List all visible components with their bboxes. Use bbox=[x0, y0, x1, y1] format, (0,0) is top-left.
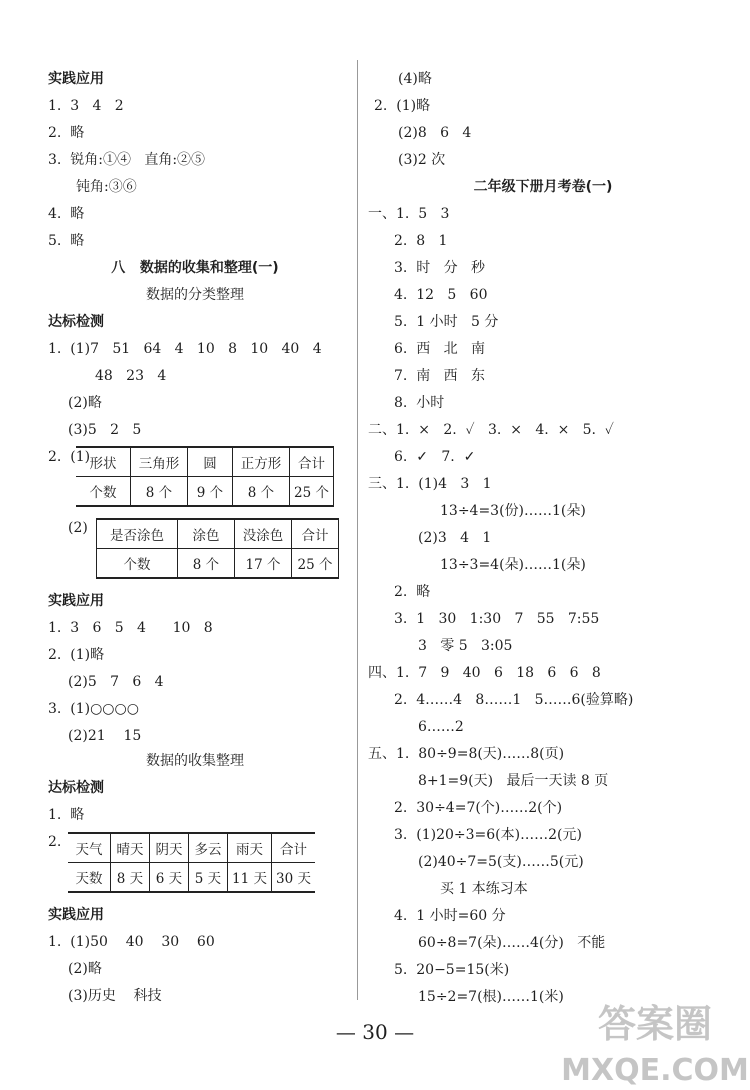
answer-line: 3. (1)○○○○ bbox=[48, 701, 139, 717]
answer-line: 3. 锐角:①④ 直角:②⑤ bbox=[48, 152, 206, 168]
column-divider bbox=[357, 60, 358, 1000]
answer-line: 5. 20−5=15(米) bbox=[394, 962, 510, 978]
answer-line: (3)5 2 5 bbox=[68, 422, 142, 438]
answer-line: (2)3 4 1 bbox=[418, 530, 492, 546]
table-cell: 25 个 bbox=[292, 549, 339, 579]
table-cell: 形状 bbox=[76, 447, 131, 477]
subsection-title: 数据的收集整理 bbox=[146, 753, 244, 769]
table-cell: 天数 bbox=[68, 863, 111, 893]
answer-line: 3 零 5 3:05 bbox=[418, 638, 513, 654]
answer-line: 1. (1)50 40 30 60 bbox=[48, 934, 215, 950]
answer-line: 2. 略 bbox=[394, 584, 431, 600]
answer-line: (2)略 bbox=[68, 961, 102, 977]
answer-line: 6……2 bbox=[418, 719, 464, 735]
answer-line: 二、1. × 2. ✓ 3. × 4. × 5. ✓ bbox=[368, 422, 614, 438]
table-cell: 5 天 bbox=[189, 863, 228, 893]
answer-line: 四、1. 7 9 40 6 18 6 6 8 bbox=[368, 665, 601, 681]
answer-line: 钝角:③⑥ bbox=[76, 179, 137, 195]
answer-line: 3. 时 分 秒 bbox=[394, 260, 485, 276]
weather-table bbox=[68, 832, 315, 893]
section-heading: 实践应用 bbox=[48, 593, 104, 609]
answer-line: 三、1. (1)4 3 1 bbox=[368, 476, 492, 492]
table-cell: 雨天 bbox=[228, 833, 272, 863]
section-heading: 达标检测 bbox=[48, 314, 104, 330]
table-cell: 三角形 bbox=[131, 447, 188, 477]
shape-count-table bbox=[76, 446, 334, 507]
watermark-logo bbox=[560, 995, 750, 1090]
watermark-top-text: 答案圈 bbox=[597, 1002, 713, 1046]
table-cell: 阴天 bbox=[150, 833, 189, 863]
answer-line: 5. 1 小时 5 分 bbox=[394, 314, 499, 330]
answer-line: 五、1. 80÷9=8(天)……8(页) bbox=[368, 746, 565, 762]
answer-line: 15÷2=7(根)……1(米) bbox=[418, 989, 564, 1005]
answer-line: 7. 南 西 东 bbox=[394, 368, 485, 384]
answer-line: (2)8 6 4 bbox=[398, 125, 472, 141]
answer-line: (4)略 bbox=[398, 71, 432, 87]
table-cell: 8 个 bbox=[233, 477, 290, 507]
answer-line: 3. 1 30 1:30 7 55 7:55 bbox=[394, 611, 600, 627]
answer-line: 13÷3=4(朵)……1(朵) bbox=[440, 557, 586, 573]
table-cell: 合计 bbox=[292, 519, 339, 549]
answer-line: 3. (1)20÷3=6(本)……2(元) bbox=[394, 827, 582, 843]
table-cell: 合计 bbox=[271, 833, 314, 863]
subsection-title: 数据的分类整理 bbox=[146, 287, 244, 303]
answer-line: 13÷4=3(份)……1(朵) bbox=[440, 503, 586, 519]
color-count-table bbox=[96, 518, 339, 579]
section-heading: 达标检测 bbox=[48, 780, 104, 796]
answer-line: 2. 30÷4=7(个)……2(个) bbox=[394, 800, 563, 816]
answer-line: (3)历史 科技 bbox=[68, 988, 162, 1004]
answer-line: (2) bbox=[68, 520, 88, 536]
table-cell: 多云 bbox=[189, 833, 228, 863]
table-cell: 25 个 bbox=[290, 477, 334, 507]
answer-line: 8. 小时 bbox=[394, 395, 445, 411]
answer-line: (2)略 bbox=[68, 395, 102, 411]
answer-line: 2. bbox=[48, 834, 62, 850]
answer-line: 4. 1 小时=60 分 bbox=[394, 908, 506, 924]
watermark-bottom-text: MXQE.COM bbox=[561, 1053, 749, 1088]
answer-line: 1. (1)7 51 64 4 10 8 10 40 4 bbox=[48, 341, 322, 357]
answer-line: 2. (1) bbox=[48, 449, 91, 465]
answer-line: 48 23 4 bbox=[95, 368, 167, 384]
answer-line: 2. 8 1 bbox=[394, 233, 448, 249]
chapter-title: 八 数据的收集和整理(一) bbox=[111, 260, 279, 276]
table-cell: 天气 bbox=[68, 833, 111, 863]
answer-line: 4. 12 5 60 bbox=[394, 287, 488, 303]
answer-line: (3)2 次 bbox=[398, 152, 446, 168]
answer-line: (2)40÷7=5(支)……5(元) bbox=[418, 854, 584, 870]
table-cell: 8 个 bbox=[178, 549, 235, 579]
answer-line: 买 1 本练习本 bbox=[440, 881, 528, 897]
table-cell: 个数 bbox=[76, 477, 131, 507]
table-cell: 没涂色 bbox=[235, 519, 292, 549]
table-cell: 圆 bbox=[188, 447, 233, 477]
answer-line: 2. 4……4 8……1 5……6(验算略) bbox=[394, 692, 634, 708]
answer-line: 8+1=9(天) 最后一天读 8 页 bbox=[418, 773, 609, 789]
answer-line: (2)21 15 bbox=[68, 728, 142, 744]
table-cell: 17 个 bbox=[235, 549, 292, 579]
answer-line: 1. 略 bbox=[48, 807, 85, 823]
table-cell: 8 天 bbox=[111, 863, 150, 893]
answer-line: 2. (1)略 bbox=[48, 647, 105, 663]
table-cell: 晴天 bbox=[111, 833, 150, 863]
table-cell: 9 个 bbox=[188, 477, 233, 507]
answer-line: 60÷8=7(朵)……4(分) 不能 bbox=[418, 935, 606, 951]
table-cell: 个数 bbox=[97, 549, 178, 579]
exam-title: 二年级下册月考卷(一) bbox=[473, 179, 613, 195]
page-number: — 30 — bbox=[335, 1020, 415, 1044]
answer-line: 6. ✓ 7. ✓ bbox=[394, 449, 476, 465]
section-heading: 实践应用 bbox=[48, 71, 104, 87]
table-cell: 30 天 bbox=[271, 863, 314, 893]
table-cell: 正方形 bbox=[233, 447, 290, 477]
table-cell: 合计 bbox=[290, 447, 334, 477]
answer-line: 6. 西 北 南 bbox=[394, 341, 485, 357]
answer-line: 5. 略 bbox=[48, 233, 85, 249]
table-cell: 涂色 bbox=[178, 519, 235, 549]
answer-line: 1. 3 4 2 bbox=[48, 98, 124, 114]
answer-line: 一、1. 5 3 bbox=[368, 206, 450, 222]
table-cell: 8 个 bbox=[131, 477, 188, 507]
answer-line: 2. (1)略 bbox=[374, 98, 431, 114]
answer-line: (2)5 7 6 4 bbox=[68, 674, 164, 690]
table-cell: 6 天 bbox=[150, 863, 189, 893]
table-cell: 是否涂色 bbox=[97, 519, 178, 549]
table-cell: 11 天 bbox=[228, 863, 272, 893]
answer-line: 4. 略 bbox=[48, 206, 85, 222]
answer-line: 1. 3 6 5 4 10 8 bbox=[48, 620, 213, 636]
answer-line: 2. 略 bbox=[48, 125, 85, 141]
section-heading: 实践应用 bbox=[48, 907, 104, 923]
